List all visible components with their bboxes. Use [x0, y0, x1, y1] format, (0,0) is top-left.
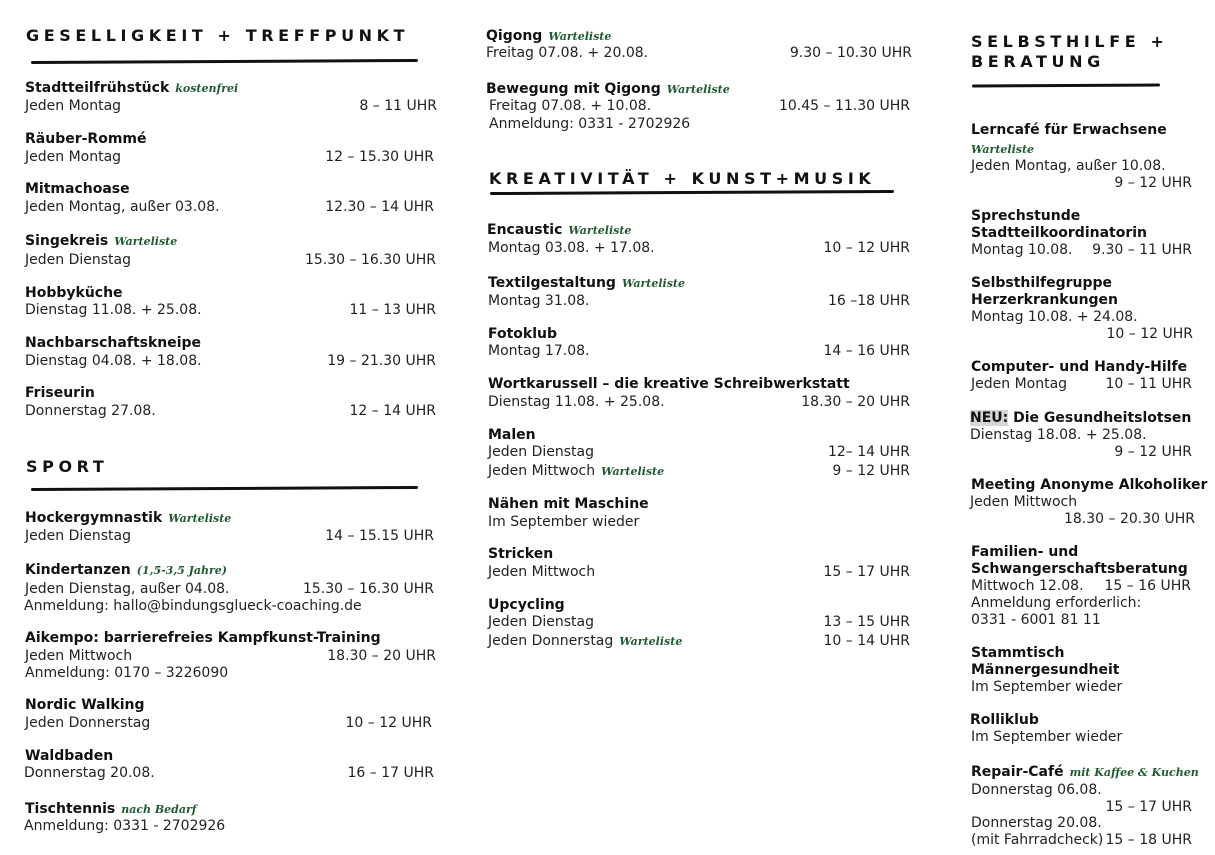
- event-day: Dienstag 18.08. + 25.08.: [970, 427, 1147, 443]
- heading-kreativitaet: KREATIVITÄT + KUNST+MUSIK: [489, 169, 876, 188]
- event-time: 13 – 15 UHR: [823, 614, 910, 630]
- event-time: 9.30 – 10.30 UHR: [789, 45, 912, 61]
- event-day: Jeden Dienstag: [25, 252, 131, 268]
- event-day: Jeden Donnerstag Warteliste: [488, 633, 683, 649]
- event-day: Montag 10.08. + 24.08.: [971, 309, 1138, 325]
- event-title: Tischtennis nach Bedarf: [25, 801, 197, 817]
- event-note: Warteliste: [619, 635, 683, 648]
- event-day: Jeden Dienstag: [488, 444, 594, 460]
- event-title: Computer- und Handy-Hilfe: [971, 359, 1188, 375]
- event-time: 16 –18 UHR: [827, 293, 910, 309]
- heading-sport: SPORT: [26, 457, 109, 476]
- event-day: Im September wieder: [971, 679, 1123, 695]
- event-day: Dienstag 11.08. + 25.08.: [488, 394, 665, 410]
- event-time: 18.30 – 20 UHR: [801, 394, 910, 410]
- event-title: Qigong Warteliste: [486, 28, 612, 44]
- event-time: 10.45 – 11.30 UHR: [778, 98, 910, 114]
- event-title: Fotoklub: [488, 326, 558, 342]
- event-time: 15 – 16 UHR: [1104, 578, 1191, 594]
- event-time: 15.30 – 16.30 UHR: [302, 581, 434, 597]
- event-time: 9 – 12 UHR: [1114, 444, 1192, 460]
- event-title: Nachbarschaftskneipe: [25, 335, 202, 351]
- divider-line: [490, 190, 894, 195]
- event-day: Im September wieder: [488, 514, 640, 530]
- event-day: Jeden Mittwoch: [970, 494, 1078, 510]
- event-time: 14 – 15.15 UHR: [325, 528, 434, 544]
- event-title: Aikempo: barrierefreies Kampfkunst-Training: [25, 630, 381, 646]
- event-day: Jeden Montag: [971, 376, 1068, 392]
- event-day: Donnerstag 27.08.: [25, 403, 156, 419]
- event-time: 12– 14 UHR: [827, 444, 910, 460]
- event-time: 14 – 16 UHR: [823, 343, 910, 359]
- event-title: Familien- und Schwangerschaftsberatung: [971, 544, 1188, 577]
- event-day: Jeden Mittwoch: [488, 564, 596, 580]
- event-note: Warteliste: [666, 83, 730, 96]
- event-time: 9.30 – 11 UHR: [1092, 242, 1192, 258]
- event-day: Donnerstag 06.08.: [971, 782, 1102, 798]
- event-title: Räuber-Rommé: [25, 131, 147, 147]
- event-note: Warteliste: [601, 465, 665, 478]
- event-day: Jeden Donnerstag: [25, 715, 151, 731]
- event-day: Montag 17.08.: [488, 343, 590, 359]
- event-title: Stricken: [488, 546, 554, 562]
- event-registration: Anmeldung: hallo@bindungsglueck-coaching.de: [24, 598, 362, 614]
- event-title: Nähen mit Maschine: [488, 496, 649, 512]
- event-title: Rolliklub: [970, 712, 1039, 728]
- event-day: Im September wieder: [971, 729, 1123, 745]
- event-note: Warteliste: [548, 30, 612, 43]
- event-day: Jeden Dienstag: [488, 614, 594, 630]
- event-day: Jeden Montag: [25, 149, 122, 165]
- event-time: 11 – 13 UHR: [349, 302, 436, 318]
- event-day: Donnerstag 20.08.: [24, 765, 155, 781]
- heading-geselligkeit: GESELLIGKEIT + TREFFPUNKT: [26, 26, 410, 45]
- event-title: Hobbyküche: [25, 285, 123, 301]
- event-note: Warteliste: [621, 277, 685, 290]
- event-day: Montag 03.08. + 17.08.: [488, 240, 655, 256]
- event-note: Warteliste: [971, 143, 1035, 156]
- event-time: 9 – 12 UHR: [832, 463, 910, 479]
- event-time: 10 – 12 UHR: [823, 240, 910, 256]
- event-day: Freitag 07.08. + 20.08.: [486, 45, 649, 61]
- event-title: Upcycling: [488, 597, 565, 613]
- event-registration: Anmeldung: 0331 - 2702926: [24, 818, 226, 834]
- event-day: Jeden Montag, außer 03.08.: [25, 199, 220, 215]
- divider-line: [31, 486, 418, 491]
- heading-selbsthilfe: SELBSTHILFE + BERATUNG: [971, 32, 1169, 71]
- event-time: 15 – 18 UHR: [1105, 832, 1192, 848]
- event-title: Friseurin: [25, 385, 95, 401]
- event-day: Jeden Dienstag, außer 04.08.: [25, 581, 230, 597]
- event-day: Montag 10.08.: [971, 242, 1073, 258]
- event-time: 9 – 12 UHR: [1114, 175, 1192, 191]
- event-note: (1,5-3,5 Jahre): [136, 564, 227, 577]
- event-time: 12 – 15.30 UHR: [325, 149, 434, 165]
- event-time: 12.30 – 14 UHR: [325, 199, 434, 215]
- event-title: Lerncafé für Erwachsene: [971, 122, 1167, 138]
- event-title: NEU: Die Gesundheitslotsen: [970, 410, 1192, 426]
- event-title: Repair-Café mit Kaffee & Kuchen: [971, 764, 1199, 780]
- event-day: Jeden Montag: [25, 98, 122, 114]
- event-note: kostenfrei: [175, 82, 239, 95]
- event-day: Montag 31.08.: [488, 293, 590, 309]
- divider-line: [31, 59, 418, 64]
- event-day: Jeden Mittwoch Warteliste: [488, 463, 665, 479]
- event-title: Mitmachoase: [25, 181, 130, 197]
- event-time: 12 – 14 UHR: [349, 403, 436, 419]
- event-day: Jeden Montag, außer 10.08.: [971, 158, 1166, 174]
- event-day: Jeden Mittwoch: [25, 648, 133, 664]
- event-title: Wortkarussell – die kreative Schreibwerkstatt: [488, 376, 850, 392]
- event-time: 15 – 17 UHR: [1105, 799, 1192, 815]
- event-title: Stadtteilfrühstück kostenfrei: [25, 80, 239, 96]
- event-note: Warteliste: [114, 235, 178, 248]
- event-title: Meeting Anonyme Alkoholiker: [971, 477, 1208, 493]
- event-day: Mittwoch 12.08.: [971, 578, 1084, 594]
- event-title: Malen: [488, 427, 536, 443]
- divider-line: [972, 84, 1160, 88]
- event-title: Selbsthilfegruppe Herzerkrankungen: [971, 275, 1119, 308]
- event-time: 10 – 12 UHR: [345, 715, 432, 731]
- event-time: 18.30 – 20 UHR: [327, 648, 436, 664]
- event-time: 10 – 14 UHR: [823, 633, 910, 649]
- event-note: Warteliste: [168, 512, 232, 525]
- event-registration: Anmeldung: 0331 - 2702926: [489, 116, 691, 132]
- event-title: Stammtisch Männergesundheit: [971, 645, 1120, 678]
- event-time: 16 – 17 UHR: [347, 765, 434, 781]
- event-title: Bewegung mit Qigong Warteliste: [486, 81, 730, 97]
- event-title: Textilgestaltung Warteliste: [488, 275, 685, 291]
- event-time: 10 – 11 UHR: [1105, 376, 1192, 392]
- event-day: Dienstag 04.08. + 18.08.: [25, 353, 202, 369]
- event-note: Warteliste: [568, 224, 632, 237]
- event-registration: Anmeldung: 0170 – 3226090: [25, 665, 229, 681]
- event-title: Encaustic Warteliste: [487, 222, 632, 238]
- event-note: mit Kaffee & Kuchen: [1069, 766, 1199, 779]
- new-badge: NEU:: [970, 410, 1009, 426]
- event-title: Sprechstunde Stadtteilkoordinatorin: [971, 208, 1148, 241]
- event-day: Jeden Dienstag: [25, 528, 131, 544]
- event-title: Nordic Walking: [25, 697, 145, 713]
- event-time: 19 – 21.30 UHR: [327, 353, 436, 369]
- event-day: Dienstag 11.08. + 25.08.: [25, 302, 202, 318]
- event-day: (mit Fahrradcheck): [971, 832, 1104, 848]
- event-day: Freitag 07.08. + 10.08.: [489, 98, 652, 114]
- event-time: 8 – 11 UHR: [359, 98, 437, 114]
- event-time: 18.30 – 20.30 UHR: [1063, 511, 1195, 527]
- event-title: Kindertanzen (1,5-3,5 Jahre): [25, 562, 227, 578]
- event-time: 15.30 – 16.30 UHR: [304, 252, 436, 268]
- event-time: 10 – 12 UHR: [1106, 326, 1193, 342]
- event-title: Hockergymnastik Warteliste: [25, 510, 232, 526]
- event-note: nach Bedarf: [121, 803, 197, 816]
- event-title: Waldbaden: [25, 748, 114, 764]
- event-day: Donnerstag 20.08.: [971, 815, 1102, 831]
- event-phone: 0331 - 6001 81 11: [971, 612, 1101, 628]
- event-registration: Anmeldung erforderlich:: [971, 595, 1142, 611]
- event-time: 15 – 17 UHR: [823, 564, 910, 580]
- event-title: Singekreis Warteliste: [25, 233, 178, 249]
